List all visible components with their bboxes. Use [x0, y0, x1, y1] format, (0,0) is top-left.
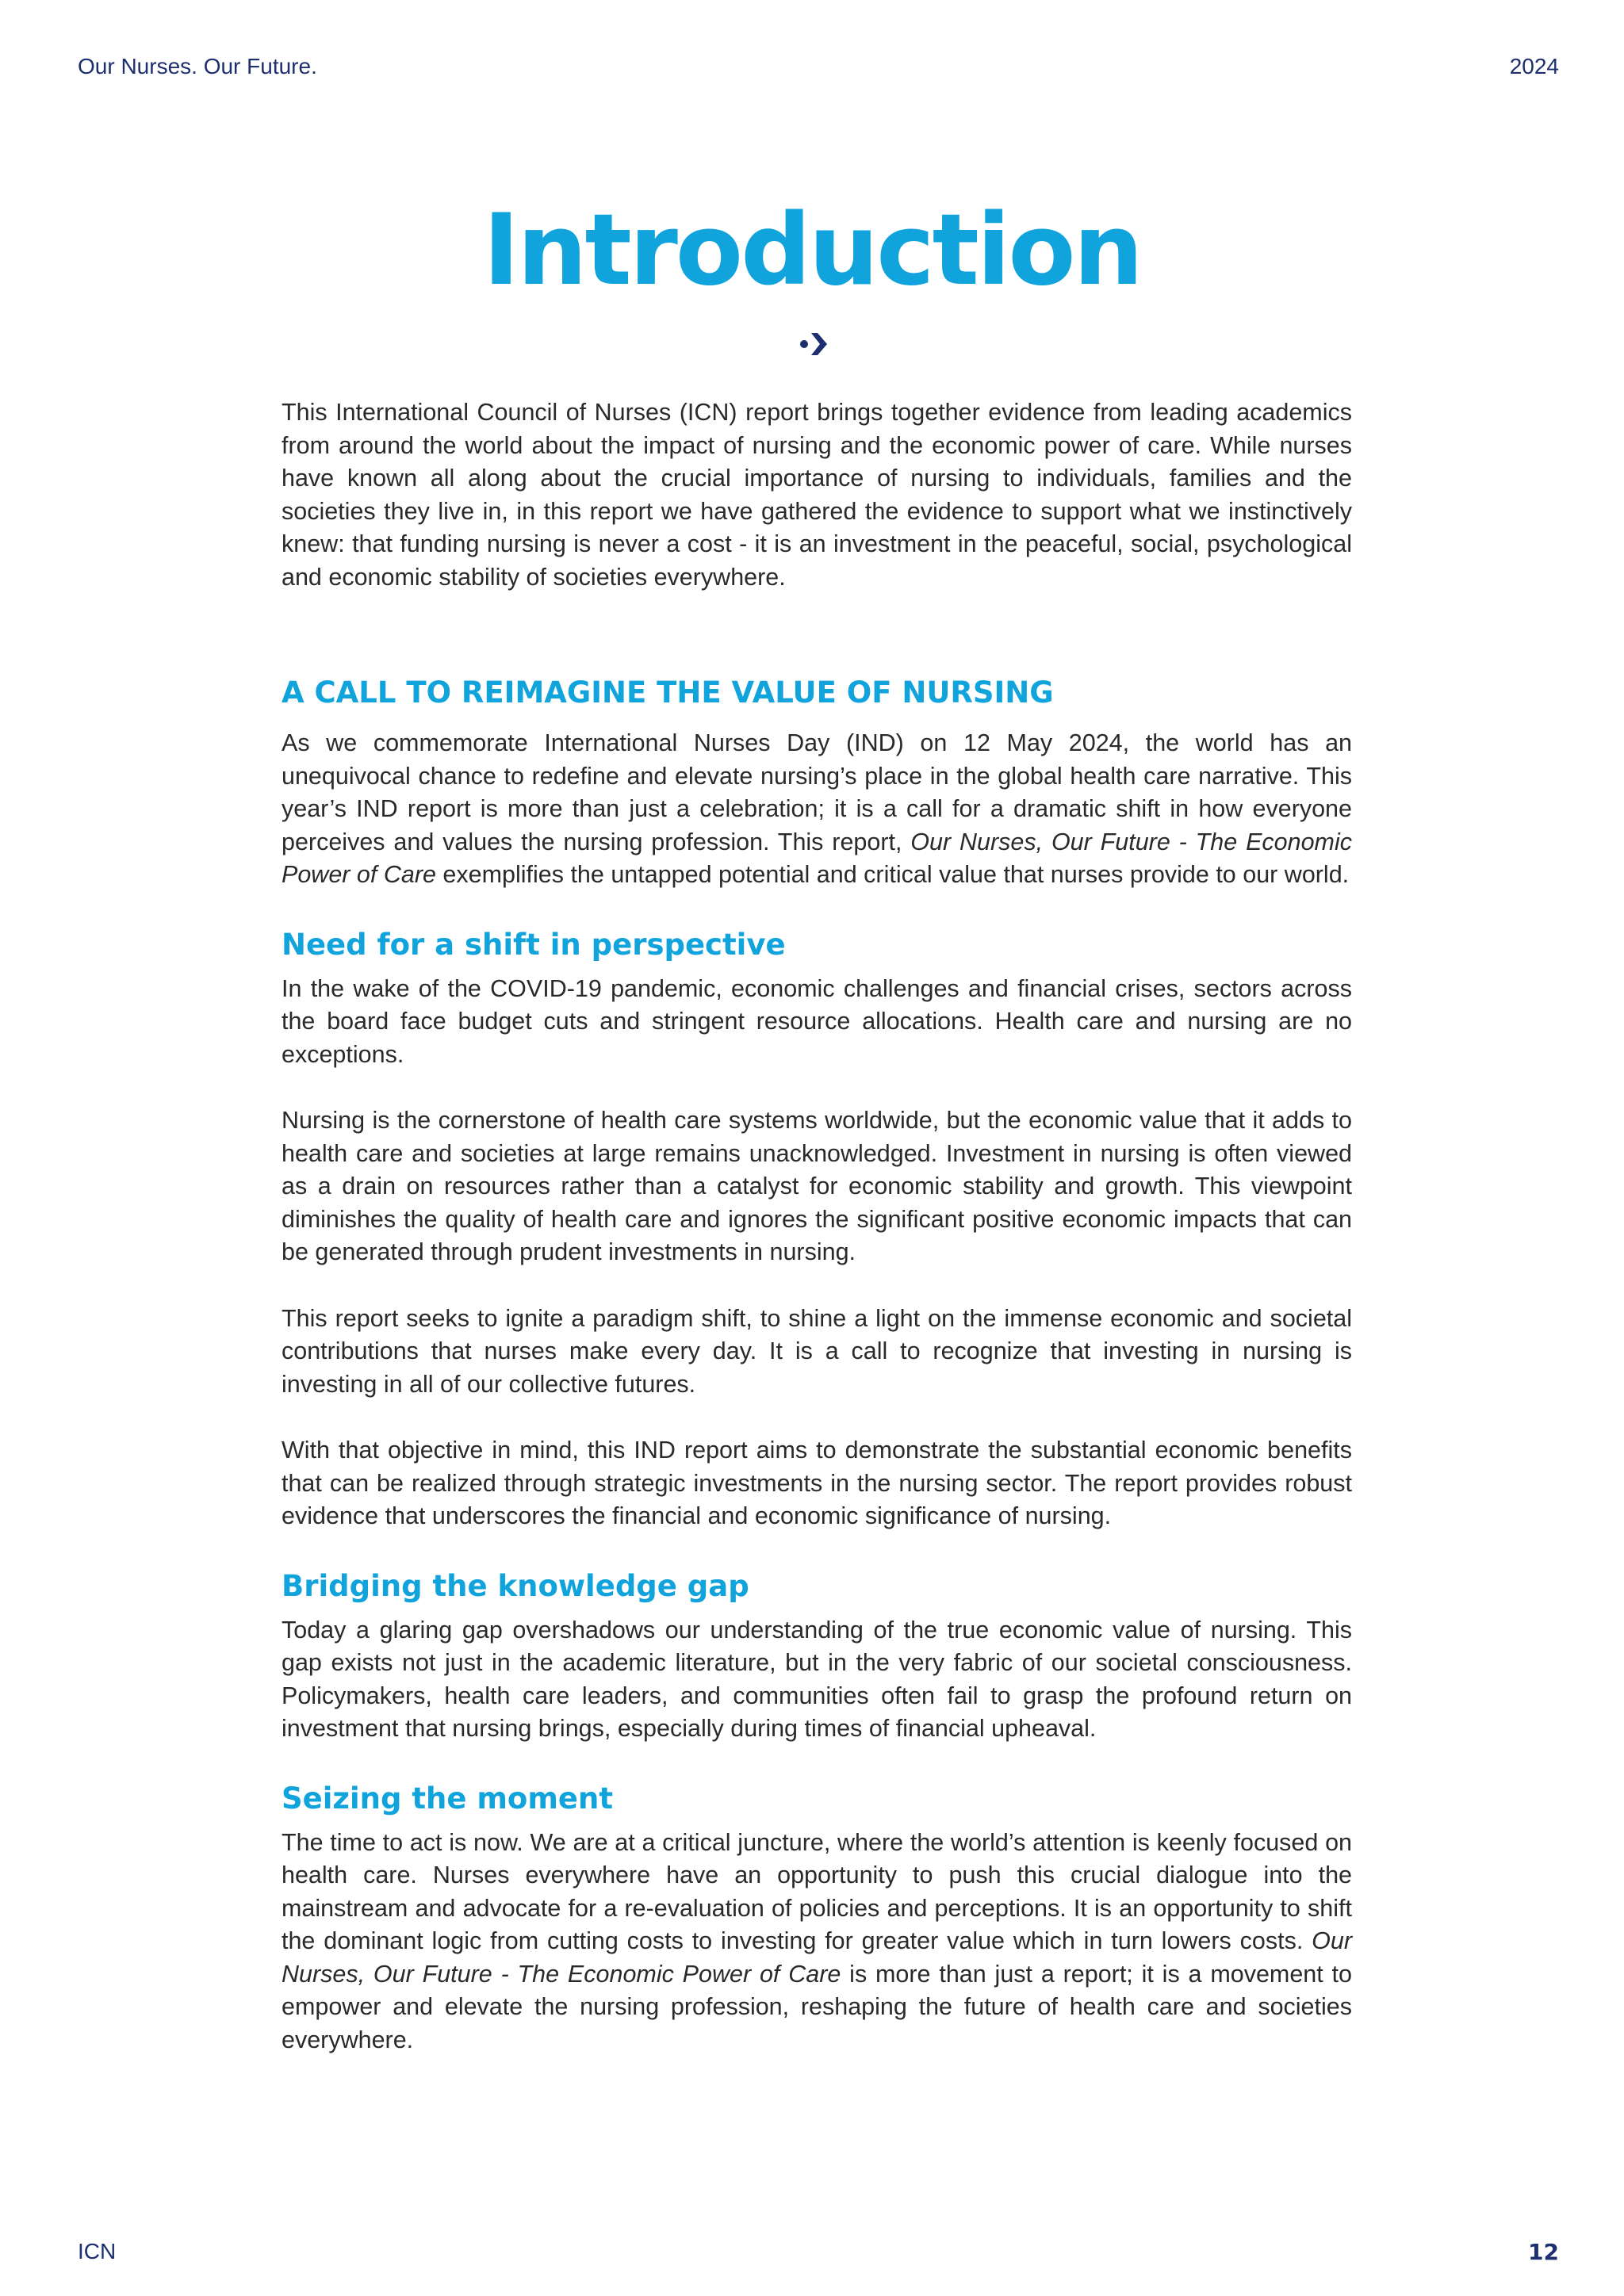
shift-paragraph-1: In the wake of the COVID-19 pandemic, economic challenges and financial crises, sectors across the board face budget cuts and stringent resource allocations. Health care and nursing are no exceptions.	[282, 974, 1352, 1068]
report-title-italic: Our Nurses, Our Future - The Economic Power of Care	[282, 828, 1352, 888]
section-heading-moment: Seizing the moment	[282, 1781, 614, 1816]
running-header-title: Our Nurses. Our Future.	[78, 54, 317, 78]
call-paragraph: As we commemorate International Nurses Day (IND) on 12 May 2024, the world has an unequivocal chance to redefine and elevate nursing’s place in the global health care narrative. This year’s IND report is more than just a celebration; it is a call for a dramatic shift in how everyone perceives and values the nursing profession. This report, Our Nurses, Our Future - The Economic Power of Care exemplifies the untapped potential and critical value that nurses provide to our world.	[282, 729, 1352, 888]
section-heading-shift: Need for a shift in perspective	[282, 927, 786, 962]
shift-paragraph-4: With that objective in mind, this IND report aims to demonstrate the substantial economic benefits that can be realized through strategic investments in the nursing sector. The report provides robust evidence that underscores the financial and economic significance of nursing.	[282, 1437, 1352, 1529]
section-heading-call: A CALL TO REIMAGINE THE VALUE OF NURSING	[282, 675, 1054, 710]
shift-paragraph-3: This report seeks to ignite a paradigm shift, to shine a light on the immense economic and societal contributions that nurses make every day. It is a call to recognize that investing in nursing is investing in all of our collective futures.	[282, 1304, 1352, 1398]
report-title-italic: Our Nurses, Our Future - The Economic Power of Care	[282, 1927, 1352, 1988]
moment-paragraph: The time to act is now. We are at a critical juncture, where the world’s attention is keenly focused on health care. Nurses everywhere have an opportunity to push this crucial dialogue into the mainstream and advocate for a re-evaluation of policies and perceptions. It is an opportunity to shift the dominant logic from cutting costs to investing for greater value which in turn lowers costs. Our Nurses, Our Future - The Economic Power of Care is more than just a report; it is a movement to empower and elevate the nursing profession, reshaping the future of health care and societies everywhere.	[282, 1828, 1352, 2053]
intro-paragraph: This International Council of Nurses (ICN) report brings together evidence from leading academics from around the world about the impact of nursing and the economic power of care. While nurses have known all along about the crucial importance of nursing to individuals, families and the societies they live in, in this report we have gathered the evidence to support what we instinctively knew: that funding nursing is never a cost - it is an investment in the peaceful, social, psychological and economic stability of societies everywhere.	[282, 399, 1352, 591]
main-content	[282, 396, 1352, 2057]
section-heading-gap: Bridging the knowledge gap	[282, 1568, 749, 1603]
running-header-year: 2024	[1509, 54, 1559, 78]
footer-org: ICN	[78, 2239, 117, 2263]
dot-chevron-right-icon	[799, 328, 830, 360]
shift-paragraph-2: Nursing is the cornerstone of health care systems worldwide, but the economic value that it adds to health care and societies at large remains unacknowledged. Investment in nursing is often viewed as a drain on resources rather than a catalyst for economic stability and growth. This viewpoint diminishes the quality of health care and ignores the significant positive economic impacts that can be generated through prudent investments in nursing.	[282, 1107, 1352, 1265]
page-title: Introduction	[483, 193, 1141, 308]
gap-paragraph: Today a glaring gap overshadows our understanding of the true economic value of nursing. This gap exists not just in the academic literature, but in the very fabric of our societal consciousness. Policymakers, health care leaders, and communities often fail to grasp the profound return on investment that nursing brings, especially during times of financial upheaval.	[282, 1616, 1352, 1742]
page-number: 12	[1528, 2239, 1559, 2265]
